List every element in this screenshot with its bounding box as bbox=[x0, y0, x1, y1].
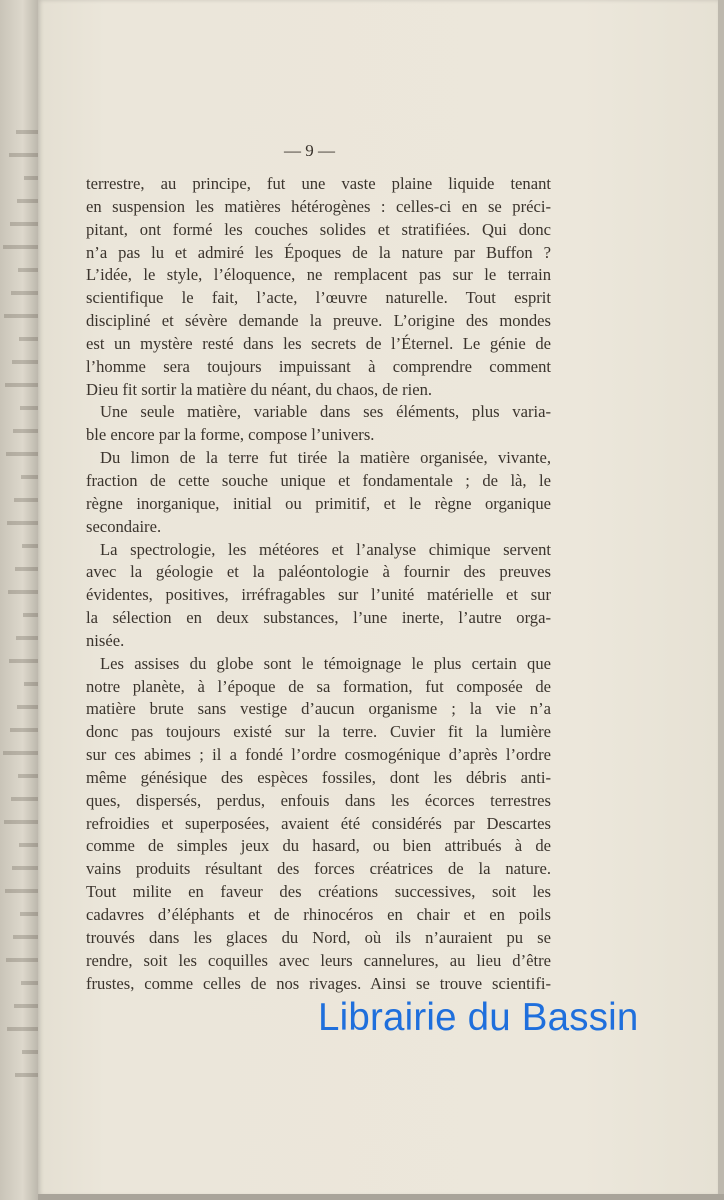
show-through-text bbox=[7, 521, 38, 525]
text-line: Dieu fit sortir la matière du néant, du chaos, de rien. bbox=[86, 379, 433, 399]
text-line: notre planète, à l’époque de sa formation, fut composée de bbox=[86, 676, 551, 696]
text-line: L’idée, le style, l’éloquence, ne remplacent pas sur le terrain bbox=[86, 265, 551, 285]
show-through-text bbox=[22, 544, 38, 548]
show-through-text bbox=[8, 590, 38, 594]
text-line: scientifique le fait, l’acte, l’œuvre naturelle. Tout esprit bbox=[86, 288, 551, 308]
show-through-text bbox=[22, 1050, 38, 1054]
text-line: rendre, soit les coquilles avec leurs cannelures, au lieu d’être bbox=[86, 950, 551, 970]
show-through-text bbox=[14, 1004, 38, 1008]
show-through-text bbox=[4, 314, 38, 318]
text-line: trouvés dans les glaces du Nord, où ils n’auraient pu se bbox=[86, 927, 551, 947]
text-line: donc pas toujours existé sur la terre. Cuvier fit la lumière bbox=[86, 722, 551, 742]
show-through-text bbox=[16, 636, 38, 640]
show-through-text bbox=[17, 199, 38, 203]
text-line: fraction de cette souche unique et fondamentale ; de là, le bbox=[86, 470, 551, 490]
page-edge-right bbox=[718, 0, 724, 1200]
text-line: évidentes, positives, irréfragables sur l’unité matérielle et sur bbox=[86, 585, 551, 605]
text-line: nisée. bbox=[86, 630, 125, 650]
show-through-text bbox=[24, 682, 38, 686]
text-line: pitant, ont formé les couches solides et stratifiées. Qui donc bbox=[86, 219, 551, 239]
text-line: ques, dispersés, perdus, enfouis dans les écorces terrestres bbox=[86, 790, 551, 810]
text-line: même génésique des espèces fossiles, dont les débris anti- bbox=[86, 767, 551, 787]
facing-page-edge bbox=[0, 0, 38, 1200]
text-line: comme de simples jeux du hasard, ou bien attribués à de bbox=[86, 836, 551, 856]
show-through-text bbox=[17, 705, 38, 709]
text-line: sur ces abimes ; il a fondé l’ordre cosmogénique d’après l’ordre bbox=[86, 745, 551, 765]
show-through-text bbox=[3, 245, 38, 249]
page-edge-bottom bbox=[38, 1194, 724, 1200]
text-line: en suspension les matières hétérogènes : celles-ci en se préci- bbox=[86, 196, 551, 216]
text-line: Une seule matière, variable dans ses éléments, plus varia- bbox=[100, 402, 551, 422]
text-line: la sélection en deux substances, l’une inerte, l’autre orga- bbox=[86, 608, 551, 628]
show-through-text bbox=[5, 383, 38, 387]
show-through-text bbox=[21, 475, 38, 479]
show-through-text bbox=[9, 659, 38, 663]
show-through-text bbox=[21, 981, 38, 985]
body-text bbox=[86, 173, 551, 995]
show-through-text bbox=[18, 774, 38, 778]
show-through-text bbox=[10, 728, 38, 732]
text-line: Du limon de la terre fut tirée la matière organisée, vivante, bbox=[100, 448, 551, 468]
show-through-text bbox=[15, 567, 38, 571]
show-through-text bbox=[19, 843, 38, 847]
text-line: règne inorganique, initial ou primitif, et le règne organique bbox=[86, 493, 551, 513]
watermark: Librairie du Bassin bbox=[318, 996, 639, 1039]
show-through-text bbox=[10, 222, 38, 226]
show-through-text bbox=[16, 130, 38, 134]
show-through-text bbox=[12, 360, 38, 364]
show-through-text bbox=[4, 820, 38, 824]
text-line: terrestre, au principe, fut une vaste plaine liquide tenant bbox=[86, 174, 551, 193]
text-line: vains produits résultant des forces créatrices de la nature. bbox=[86, 859, 551, 879]
show-through-text bbox=[15, 1073, 38, 1077]
show-through-text bbox=[18, 268, 38, 272]
show-through-text bbox=[20, 912, 38, 916]
text-line: ble encore par la forme, compose l’univers. bbox=[86, 425, 375, 445]
show-through-text bbox=[6, 958, 38, 962]
text-line: La spectrologie, les météores et l’analyse chimique servent bbox=[100, 539, 551, 559]
page-number: — 9 — bbox=[284, 141, 335, 160]
show-through-text bbox=[9, 153, 38, 157]
show-through-text bbox=[20, 406, 38, 410]
text-line: est un mystère resté dans les secrets de l’Éternel. Le génie de bbox=[86, 333, 551, 353]
text-line: matière brute sans vestige d’aucun organisme ; la vie n’a bbox=[86, 699, 551, 719]
show-through-text bbox=[5, 889, 38, 893]
text-line: discipliné et sévère demande la preuve. L’origine des mondes bbox=[86, 311, 551, 331]
text-line: l’homme sera toujours impuissant à comprendre comment bbox=[86, 356, 551, 376]
text-line: secondaire. bbox=[86, 516, 162, 536]
show-through-text bbox=[6, 452, 38, 456]
text-line: cadavres d’éléphants et de rhinocéros en chair et en poils bbox=[86, 905, 551, 924]
show-through-text bbox=[24, 176, 38, 180]
show-through-text bbox=[13, 429, 38, 433]
show-through-text bbox=[11, 291, 38, 295]
show-through-text bbox=[14, 498, 38, 502]
text-line: refroidies et superposées, avaient été considérés par Descartes bbox=[86, 813, 551, 833]
show-through-text bbox=[23, 613, 38, 617]
show-through-text bbox=[7, 1027, 38, 1031]
show-through-text bbox=[13, 935, 38, 939]
text-line: frustes, comme celles de nos rivages. Ainsi se trouve scientifi- bbox=[86, 973, 551, 993]
text-line: Tout milite en faveur des créations successives, soit les bbox=[86, 882, 551, 902]
text-line: Les assises du globe sont le témoignage le plus certain que bbox=[100, 653, 551, 673]
show-through-text bbox=[11, 797, 38, 801]
text-line: n’a pas lu et admiré les Époques de la nature par Buffon ? bbox=[86, 242, 551, 262]
show-through-text bbox=[19, 337, 38, 341]
text-line: avec la géologie et la paléontologie à fournir des preuves bbox=[86, 562, 551, 582]
show-through-text bbox=[12, 866, 38, 870]
show-through-text bbox=[3, 751, 38, 755]
